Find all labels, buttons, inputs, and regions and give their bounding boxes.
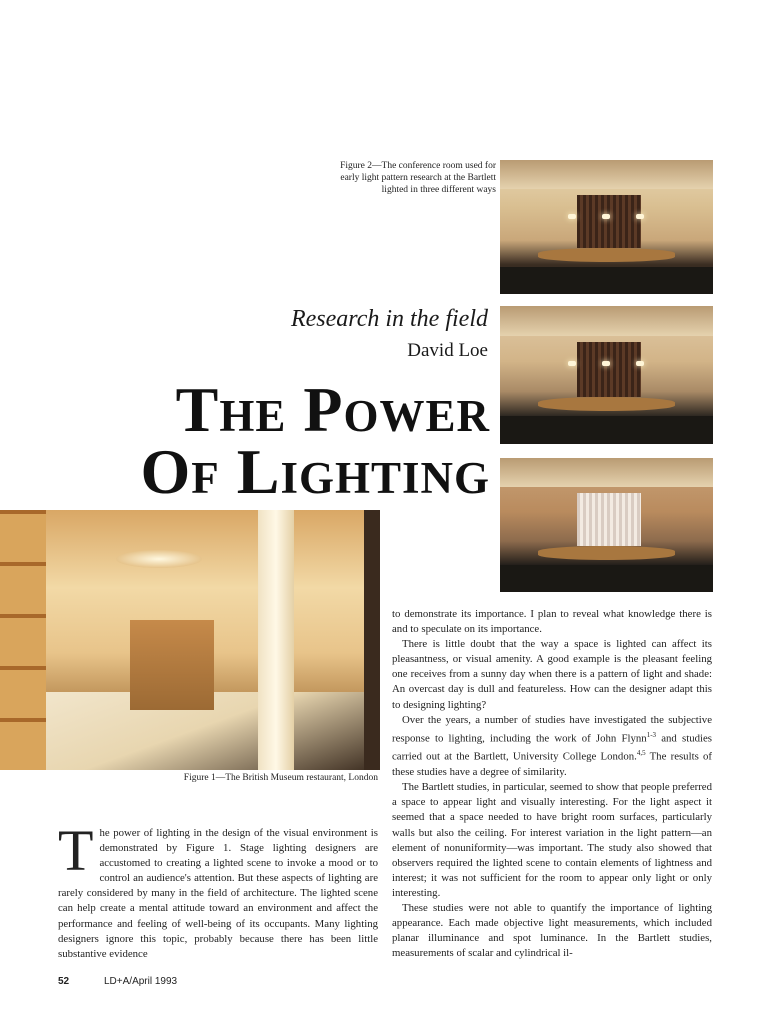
paragraph-5: These studies were not able to quantify the importance of lighting appearance. Each made objective light measurements, which included planar illuminance and spot luminance. In the Bartlett studies, measurements of scalar and cylindrical il- — [392, 901, 712, 960]
body-column-right — [392, 607, 712, 961]
figure-1-caption: Figure 1—The British Museum restaurant, London — [183, 773, 378, 783]
figure-2-photo-b — [500, 306, 713, 444]
headline-line-1: The Power — [175, 374, 490, 445]
body-column-left — [58, 818, 378, 962]
paragraph-3: Over the years, a number of studies have investigated the subjective response to lighting, including the work of John Flynn$^{1-3}$ and studies carried out at the Bartlett, University College London.$^{4,5}$ The results of these studies have a degree of similarity. — [392, 713, 712, 779]
page-number: 52 — [58, 976, 70, 987]
figure-2-photo-a — [500, 160, 713, 294]
headline-line-2: Of Lighting — [140, 436, 490, 507]
column-1-text: he power of lighting in the design of the visual environment is demonstrated by Figure 1. Stage lighting designers are accustomed to creating a lighted scene to invoke a mood or to control an audience's attention. But these aspects of lighting are rarely considered by many in the field of architecture. The lighted scene can help create a mental attitude toward an environment and affect the performance and feeling of well-being of its occupants. Many lighting designers ignore this topic, probably because there has been little substantive evidence — [58, 827, 378, 960]
article-author: David Loe — [407, 340, 488, 361]
article-kicker: Research in the field — [290, 306, 488, 332]
figure-2-photo-c — [500, 458, 713, 592]
paragraph-1: to demonstrate its importance. I plan to reveal what knowledge there is and to speculate on its importance. — [392, 608, 712, 636]
drop-cap: T — [58, 818, 94, 883]
figure-1-photo — [0, 510, 380, 770]
paragraph-2: There is little doubt that the way a space is lighted can affect its pleasantness, or visual amenity. A good example is the pleasant feeling one receives from a sunny day when there is a pattern of light and shade: An overcast day is dull and featureless. How can the designer adapt this to designing lighting? — [392, 638, 712, 711]
paragraph-4: The Bartlett studies, in particular, seemed to show that people preferred a space to appear light and visually interesting. For the light aspect it seemed that a space needed to have bright room surfaces, particularly walls but also the ceiling. For interest variation in the light pattern—an element of nonuniformity—was important. The study also showed that observers required the lighted scene to contain elements of lightness and interest; it was not sufficient for the room to appear only light or only interesting. — [392, 781, 712, 899]
publication-info: LD+A/April 1993 — [104, 976, 178, 987]
figure-2-caption: Figure 2—The conference room used for early light pattern research at the Bartlett lighted in three different ways — [340, 161, 496, 195]
